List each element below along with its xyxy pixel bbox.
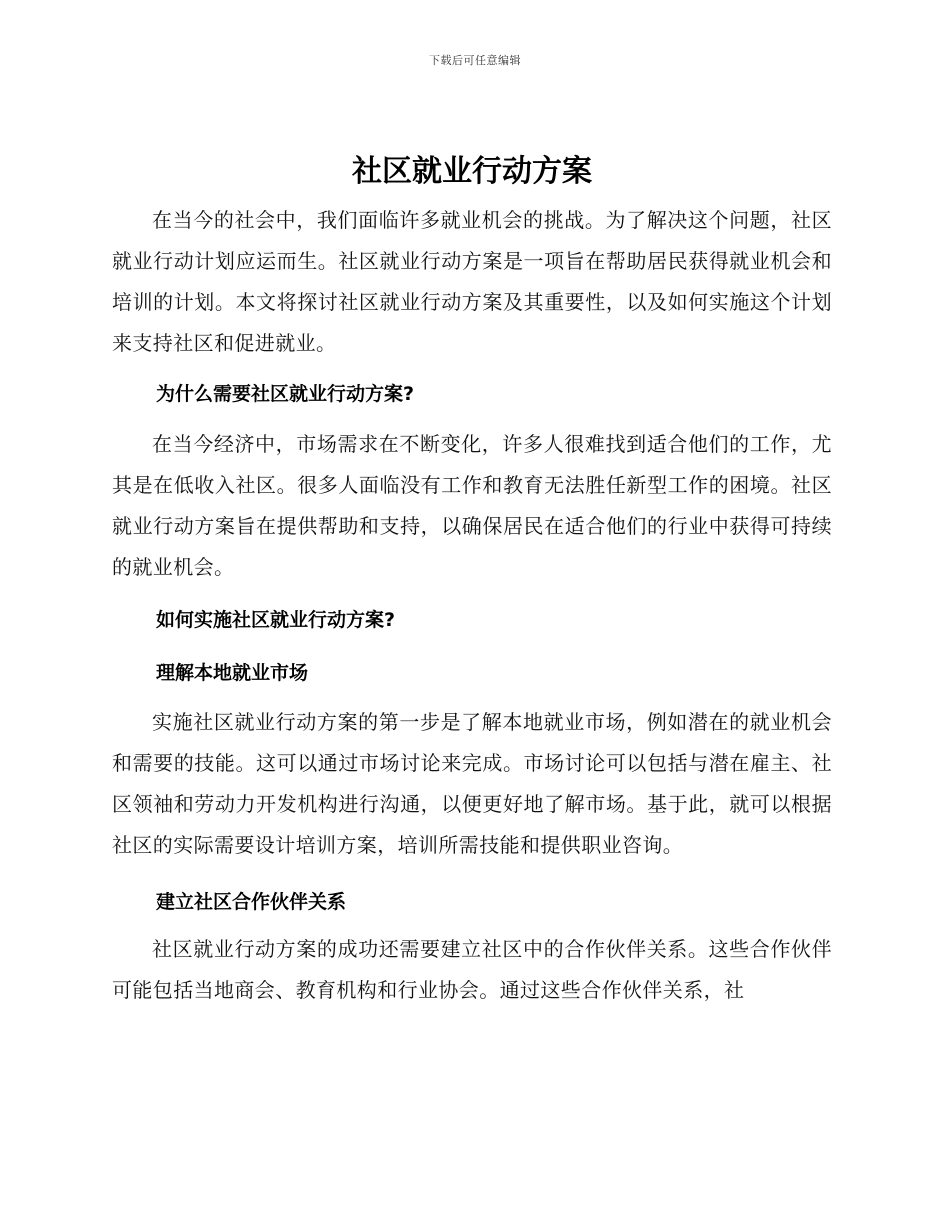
document-body <box>112 150 832 1011</box>
section-heading-why: 为什么需要社区就业行动方案? <box>156 383 415 405</box>
document-title: 社区就业行动方案 <box>352 154 592 189</box>
subsection-paragraph-partnerships: 社区就业行动方案的成功还需要建立社区中的合作伙伴关系。这些合作伙伴可能包括当地商会、教育机构和行业协会。通过这些合作伙伴关系，社 <box>112 937 832 1002</box>
section-heading-how: 如何实施社区就业行动方案? <box>156 609 396 631</box>
section-paragraph-why: 在当今经济中，市场需求在不断变化，许多人很难找到适合他们的工作，尤其是在低收入社区。很多人面临没有工作和教育无法胜任新型工作的困境。社区就业行动方案旨在提供帮助和支持，以确保居民在适合他们的行业中获得可持续的就业机会。 <box>112 432 832 579</box>
subsection-heading-partnerships: 建立社区合作伙伴关系 <box>156 891 347 913</box>
subsection-heading-local-market: 理解本地就业市场 <box>156 662 309 684</box>
subsection-paragraph-local-market: 实施社区就业行动方案的第一步是了解本地就业市场，例如潜在的就业机会和需要的技能。这可以通过市场讨论来完成。市场讨论可以包括与潜在雇主、社区领袖和劳动力开发机构进行沟通，以便更好地了解市场。基于此，就可以根据社区的实际需要设计培训方案，培训所需技能和提供职业咨询。 <box>112 710 832 857</box>
header-note: 下载后可任意编辑 <box>429 54 521 67</box>
intro-paragraph: 在当今的社会中，我们面临许多就业机会的挑战。为了解决这个问题，社区就业行动计划应运而生。社区就业行动方案是一项旨在帮助居民获得就业机会和培训的计划。本文将探讨社区就业行动方案及其重要性，以及如何实施这个计划来支持社区和促进就业。 <box>112 208 832 355</box>
